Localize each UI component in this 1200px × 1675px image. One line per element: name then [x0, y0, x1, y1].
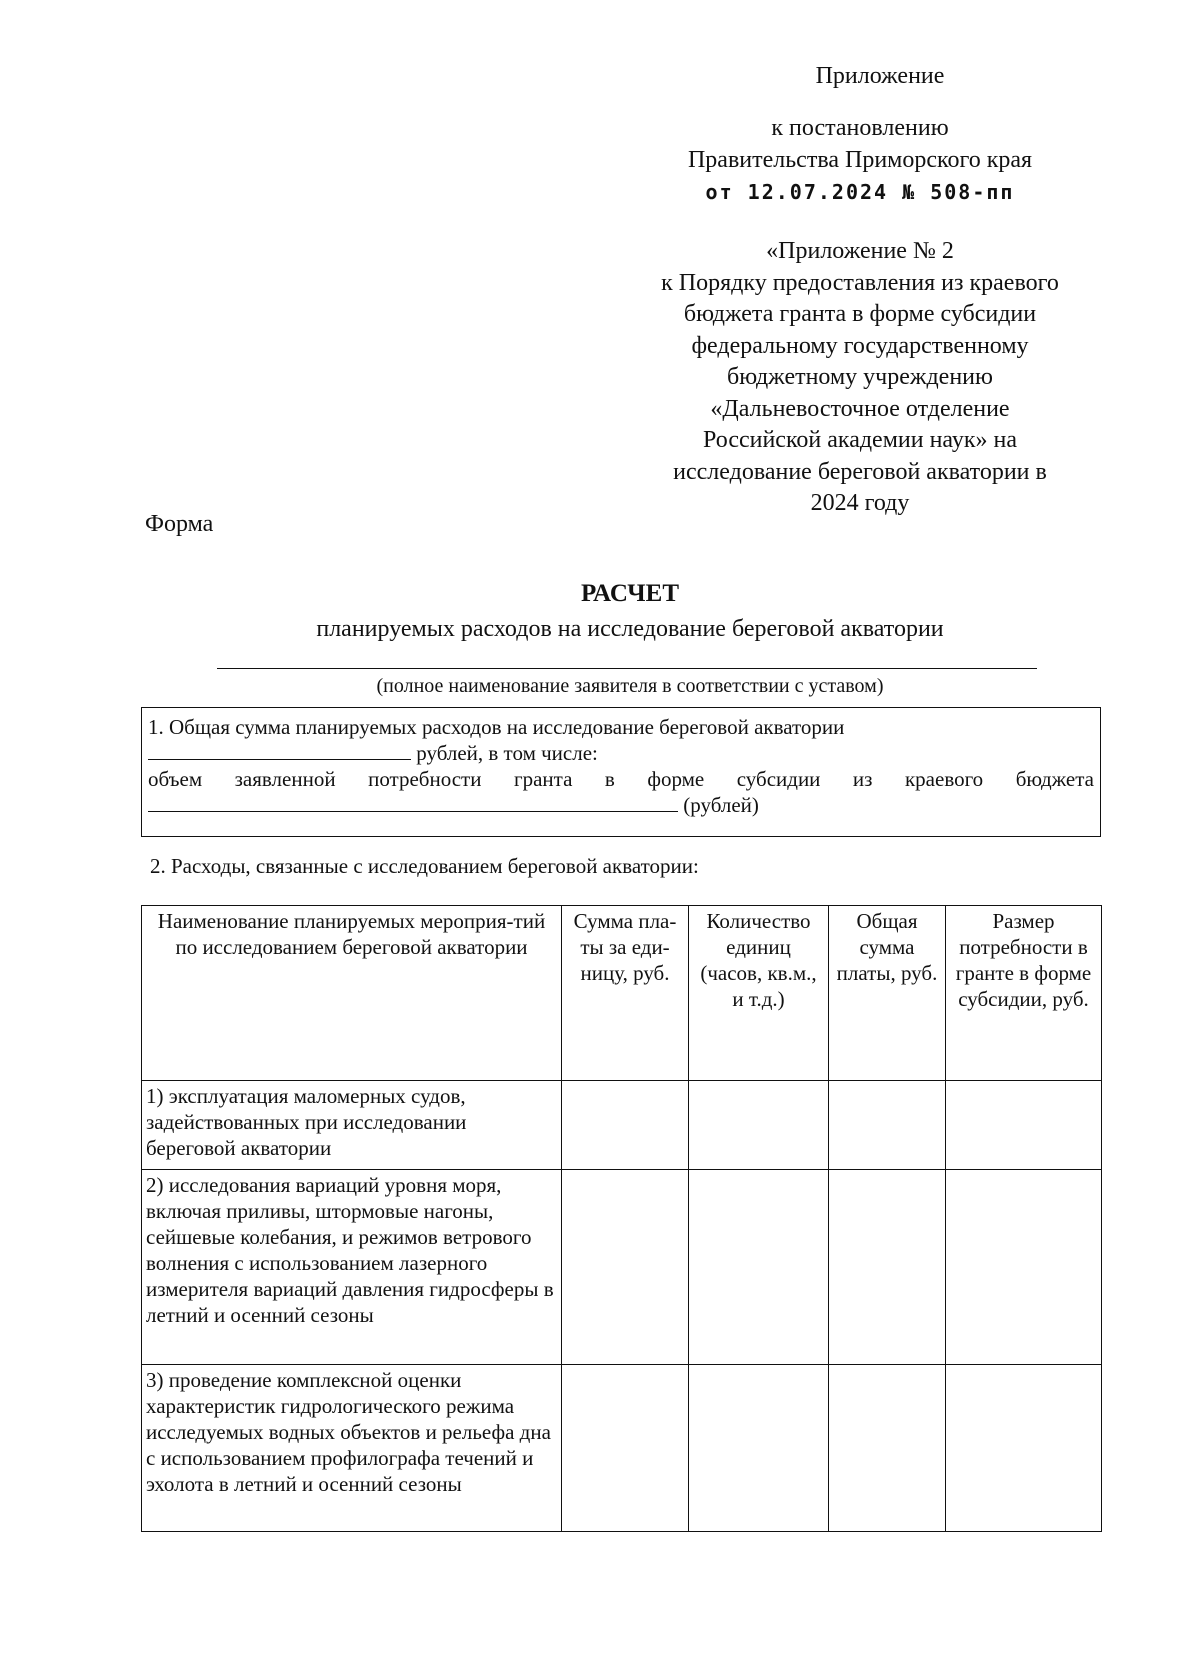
section1-word: объем [148, 767, 203, 791]
total-amount-blank[interactable] [148, 741, 411, 760]
section1-word: субсидии [736, 767, 821, 791]
header-quantity: Количество единиц (часов, кв.м., и т.д.) [689, 906, 829, 1081]
document-subtitle: планируемых расходов на исследование береговой акватории [316, 616, 944, 642]
activity-cell: 3) проведение комплексной оценки характеристик гидрологического режима исследуемых водных объектов и рельефа дна с использованием профилографа течений и эхолота в летний и осенний сезоны [142, 1365, 562, 1532]
section1-line3 [148, 766, 1094, 792]
decree-date: от 12.07.2024 № 508-пп [705, 180, 1015, 204]
annex-line: «Приложение № 2 [766, 238, 954, 264]
table-row [142, 1170, 1102, 1365]
section1-word: бюджета [1015, 767, 1094, 791]
unit-price-cell[interactable] [562, 1081, 689, 1170]
appendix-title: Приложение [815, 63, 945, 89]
grant-need-cell[interactable] [946, 1081, 1102, 1170]
header-total: Общая сумма платы, руб. [829, 906, 946, 1081]
total-expenses-section [141, 707, 1101, 837]
quantity-cell[interactable] [689, 1365, 829, 1532]
section1-word: форме [647, 767, 705, 791]
section1-rubles-label: рублей, в том числе: [416, 741, 598, 765]
section1-word: потребности [368, 767, 482, 791]
table-header-row [142, 906, 1102, 1081]
annex-line: к Порядку предоставления из краевого [661, 269, 1059, 296]
decree-line-2: Правительства Приморского края [687, 147, 1033, 173]
grant-need-cell[interactable] [946, 1365, 1102, 1532]
section1-word: гранта [513, 767, 573, 791]
decree-line-1: к постановлению [771, 115, 949, 141]
applicant-caption: (полное наименование заявителя в соответствии с уставом) [376, 675, 884, 697]
annex-line: «Дальневосточное отделение [710, 395, 1010, 422]
annex-line: исследование береговой акватории в [673, 458, 1047, 485]
annex-line: Российской академии наук» на [702, 427, 1018, 453]
quantity-cell[interactable] [689, 1170, 829, 1365]
grant-amount-blank[interactable] [148, 793, 678, 812]
document-title: РАСЧЕТ [580, 580, 679, 607]
expense-table [141, 905, 1102, 1532]
section1-word: из [852, 767, 873, 791]
header-unit-price: Сумма пла-ты за еди-ницу, руб. [562, 906, 689, 1081]
annex-line: бюджета гранта в форме субсидии [683, 301, 1037, 327]
section1-line4 [148, 792, 1094, 818]
section1-rubles-note: (рублей) [683, 793, 759, 817]
annex-line: федеральному государственному [691, 332, 1029, 359]
grant-need-cell[interactable] [946, 1170, 1102, 1365]
unit-price-cell[interactable] [562, 1365, 689, 1532]
total-cell[interactable] [829, 1081, 946, 1170]
table-row [142, 1081, 1102, 1170]
applicant-name-line[interactable] [217, 668, 1037, 669]
annex-reference [600, 236, 1120, 520]
quantity-cell[interactable] [689, 1081, 829, 1170]
annex-line: бюджетному учреждению [727, 364, 993, 390]
header-grant-need: Размер потребности в гранте в форме субсидии, руб. [946, 906, 1102, 1081]
form-label: Форма [145, 511, 214, 537]
section2-heading: 2. Расходы, связанные с исследованием береговой акватории: [150, 854, 699, 878]
section1-word: краевого [904, 767, 984, 791]
total-cell[interactable] [829, 1170, 946, 1365]
activity-cell: 1) эксплуатация маломерных судов, задействованных при исследовании береговой акватории [142, 1081, 562, 1170]
annex-line: 2024 году [810, 490, 910, 516]
activity-cell: 2) исследования вариаций уровня моря, включая приливы, штормовые нагоны, сейшевые колебания, и режимов ветрового волнения с использованием лазерного измерителя вариаций давления гидросферы в летний и осенний сезоны [142, 1170, 562, 1365]
section1-line2 [148, 740, 1094, 766]
decree-reference [640, 112, 1080, 208]
total-cell[interactable] [829, 1365, 946, 1532]
unit-price-cell[interactable] [562, 1170, 689, 1365]
section1-word: в [604, 767, 615, 791]
section1-word: заявленной [234, 767, 336, 791]
header-activity: Наименование планируемых мероприя-тий по исследованием береговой акватории [142, 906, 562, 1081]
table-row [142, 1365, 1102, 1532]
section1-line1: 1. Общая сумма планируемых расходов на исследование береговой акватории [148, 715, 845, 739]
